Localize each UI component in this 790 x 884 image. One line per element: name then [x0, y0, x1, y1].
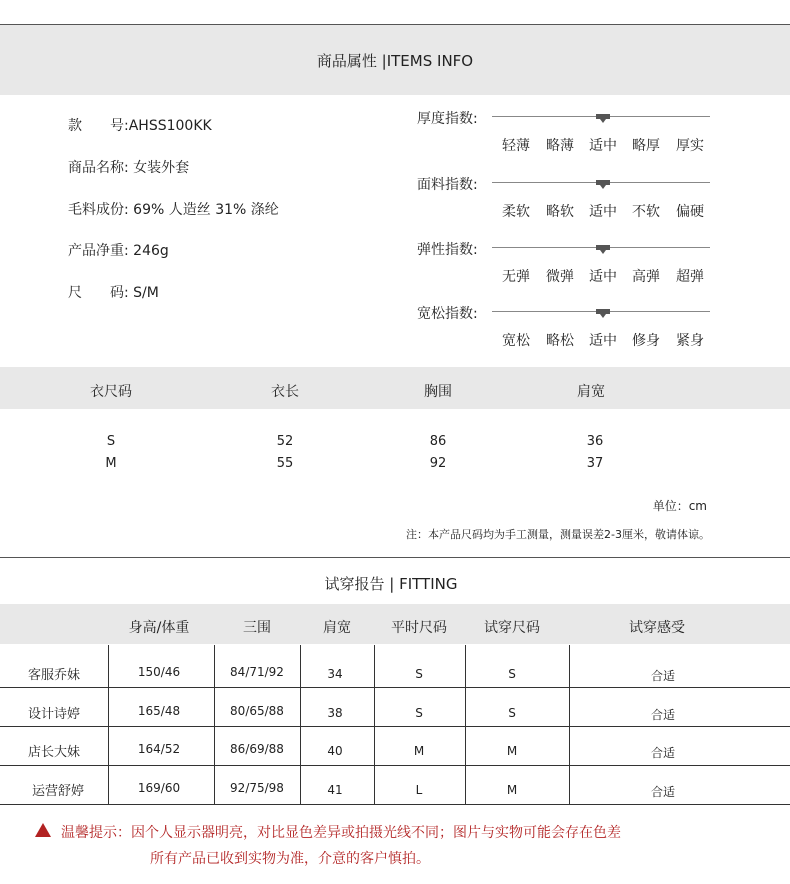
fitting-cell: 34	[327, 667, 343, 681]
fitting-title: 试穿报告 | FITTING	[324, 575, 458, 593]
size-cell: 92	[429, 456, 447, 471]
fitting-cell: M	[413, 744, 425, 758]
notice-line-2: 所有产品已收到实物为准，介意的客户慎拍。	[150, 851, 430, 867]
notice-line-1: 温馨提示：因个人显示器明亮，对比显色差异或拍摄光线不同；图片与实物可能会存在色差	[61, 825, 621, 841]
grid-line	[214, 645, 215, 804]
grid-line	[108, 645, 109, 804]
fitting-cell: 169/60	[137, 781, 181, 795]
fabric-option: 偏硬	[676, 204, 704, 220]
size-header-size: 衣尺码	[90, 384, 132, 400]
fitting-cell: 84/71/92	[230, 665, 284, 679]
attribute-label: 尺 码:	[68, 285, 129, 301]
thickness-index-label: 厚度指数:	[417, 111, 478, 127]
fitting-cell-name: 客服乔妹	[27, 668, 81, 683]
attribute-value: :AHSS100KK	[124, 118, 212, 134]
fitting-header-shoulder: 肩宽	[323, 620, 351, 636]
looseness-index-label: 宽松指数:	[417, 306, 478, 322]
fitting-cell: S	[415, 706, 423, 720]
fabric-option: 适中	[589, 204, 617, 220]
attribute-row-name	[68, 157, 189, 177]
attribute-value: 69% 人造丝 31% 涤纶	[133, 202, 279, 218]
attribute-label: 款 号	[68, 118, 124, 134]
size-cell: 37	[586, 456, 604, 471]
attribute-value: 246g	[133, 243, 169, 259]
fabric-marker	[596, 180, 610, 185]
elasticity-option: 超弹	[676, 269, 704, 285]
looseness-marker	[596, 309, 610, 314]
fitting-cell: 40	[327, 744, 343, 758]
fitting-cell: 164/52	[137, 742, 181, 756]
attribute-row-weight	[68, 240, 169, 260]
fabric-option: 略软	[546, 204, 574, 220]
size-header-chest: 胸围	[424, 384, 452, 400]
elasticity-option: 适中	[589, 269, 617, 285]
fitting-cell: L	[415, 783, 423, 797]
size-header-length: 衣长	[271, 384, 299, 400]
elasticity-option: 无弹	[502, 269, 530, 285]
size-cell: 86	[429, 434, 447, 449]
attribute-value: S/M	[133, 285, 159, 301]
grid-line	[465, 645, 466, 804]
fitting-cell: 38	[327, 706, 343, 720]
grid-line	[0, 726, 790, 727]
fitting-cell: 41	[327, 783, 343, 797]
fitting-cell: 合适	[650, 785, 676, 799]
warning-triangle-icon	[35, 823, 51, 837]
grid-line	[0, 687, 790, 688]
fitting-header-usual-size: 平时尺码	[391, 620, 447, 636]
attribute-label: 产品净重:	[68, 243, 129, 259]
elasticity-option: 高弹	[632, 269, 660, 285]
size-cell: M	[105, 456, 117, 471]
fitting-cell: 150/46	[137, 665, 181, 679]
elasticity-marker	[596, 245, 610, 250]
grid-line	[374, 645, 375, 804]
grid-line	[0, 765, 790, 766]
fitting-cell: 165/48	[137, 704, 181, 718]
fitting-header-feeling: 试穿感受	[629, 620, 685, 636]
fitting-cell: 92/75/98	[230, 781, 284, 795]
fitting-top-divider	[0, 557, 790, 558]
fitting-cell-name: 运营舒婷	[31, 784, 85, 799]
fitting-cell-name: 设计诗婷	[27, 707, 81, 722]
looseness-option: 修身	[632, 333, 660, 349]
looseness-option: 紧身	[676, 333, 704, 349]
fitting-header-tried-size: 试穿尺码	[484, 620, 540, 636]
thickness-option: 轻薄	[502, 138, 530, 154]
fitting-cell: S	[508, 667, 516, 681]
fitting-cell: M	[506, 783, 518, 797]
size-header-shoulder: 肩宽	[577, 384, 605, 400]
fitting-cell: 86/69/88	[230, 742, 284, 756]
thickness-option: 略薄	[546, 138, 574, 154]
attribute-label: 商品名称:	[68, 160, 129, 176]
looseness-option: 宽松	[502, 333, 530, 349]
grid-line	[300, 645, 301, 804]
thickness-option: 略厚	[632, 138, 660, 154]
fitting-cell: S	[508, 706, 516, 720]
fitting-cell: 合适	[650, 669, 676, 683]
elasticity-index-label: 弹性指数:	[417, 242, 478, 258]
fitting-header-height-weight: 身高/体重	[128, 620, 190, 636]
looseness-option: 适中	[589, 333, 617, 349]
size-cell: 36	[586, 434, 604, 449]
attribute-value: 女装外套	[133, 160, 190, 176]
fitting-cell: S	[415, 667, 423, 681]
measurement-note: 注：本产品尺码均为手工测量，测量误差2-3厘米，敬请体谅。	[406, 528, 710, 541]
size-cell: 52	[276, 434, 294, 449]
attribute-row-style-no	[68, 115, 212, 135]
attribute-row-size	[68, 282, 159, 302]
grid-line	[569, 645, 570, 804]
thickness-option: 适中	[589, 138, 617, 154]
items-info-title: 商品属性 |ITEMS INFO	[316, 52, 474, 70]
grid-line	[0, 804, 790, 805]
fitting-cell: 合适	[650, 746, 676, 760]
fitting-cell: 80/65/88	[230, 704, 284, 718]
fitting-header-measurements: 三围	[243, 620, 271, 636]
fitting-cell: 合适	[650, 708, 676, 722]
fitting-cell: M	[506, 744, 518, 758]
fabric-option: 柔软	[502, 204, 530, 220]
unit-label: 单位：cm	[652, 499, 707, 513]
thickness-option: 厚实	[676, 138, 704, 154]
attribute-label: 毛料成份:	[68, 202, 129, 218]
elasticity-option: 微弹	[546, 269, 574, 285]
size-cell: 55	[276, 456, 294, 471]
looseness-option: 略松	[546, 333, 574, 349]
attribute-row-material	[68, 199, 279, 219]
size-cell: S	[106, 434, 116, 449]
thickness-marker	[596, 114, 610, 119]
fabric-option: 不软	[632, 204, 660, 220]
fitting-cell-name: 店长大妹	[27, 745, 81, 760]
fabric-index-label: 面料指数:	[417, 177, 478, 193]
